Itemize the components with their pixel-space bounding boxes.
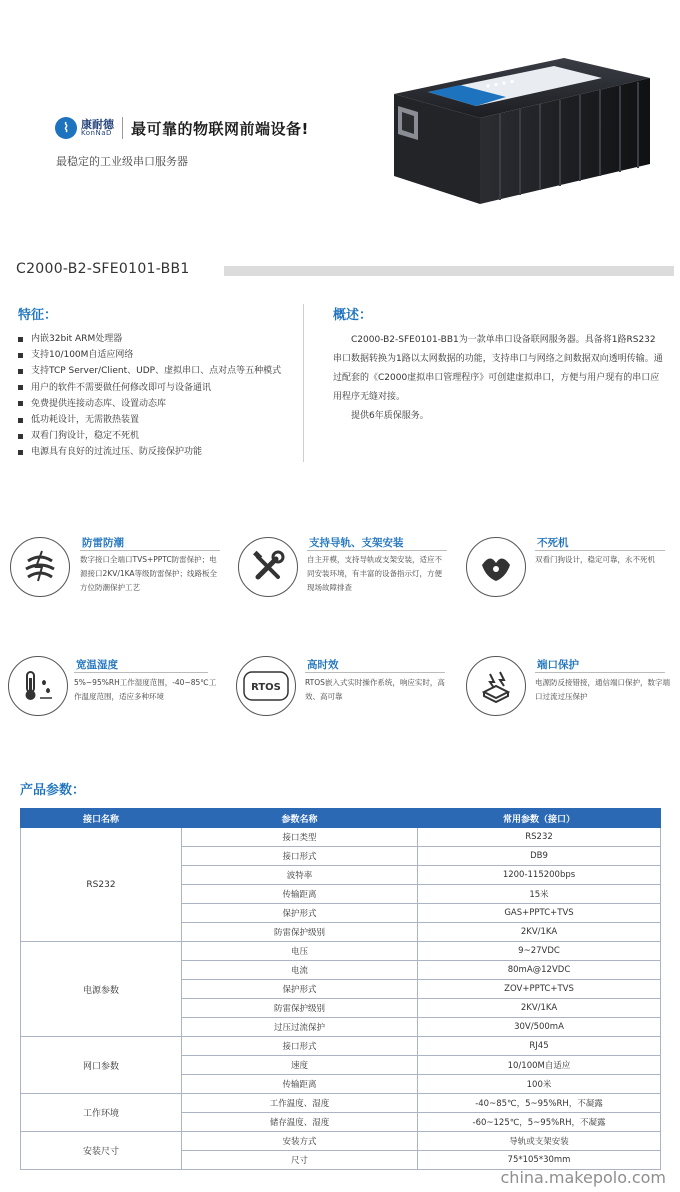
card-title: 支持导轨、支架安装 — [309, 537, 404, 549]
model-number: C2000-B2-SFE0101-BB1 — [16, 261, 190, 277]
param-name: 安装方式 — [182, 1132, 418, 1151]
slogan: 最可靠的物联网前端设备! — [131, 119, 309, 138]
logo-chinese-name: 康耐德 — [81, 118, 114, 131]
column-header: 常用参数（接口） — [418, 809, 661, 828]
param-value: RS232 — [418, 828, 661, 847]
header-banner — [0, 0, 680, 250]
param-value: 100米 — [418, 1075, 661, 1094]
overview-warranty: 提供6年质保服务。 — [351, 411, 429, 421]
group-name: 工作环境 — [21, 1094, 182, 1132]
bullet-icon — [18, 353, 23, 358]
lightning-protection-icon — [10, 537, 70, 597]
param-value: GAS+PPTC+TVS — [418, 904, 661, 923]
card-description: 5%~95%RH工作湿度范围，-40~85℃工作温度范围，适应多种环境 — [74, 678, 217, 701]
param-name: 传输距离 — [182, 885, 418, 904]
bullet-icon — [18, 418, 23, 423]
params-title: 产品参数： — [20, 783, 86, 798]
card-description: RTOS嵌入式实时操作系统，响应实时，高效、高可靠 — [305, 678, 445, 701]
group-name: RS232 — [21, 828, 182, 942]
param-value: 80mA@12VDC — [418, 961, 661, 980]
logo-divider — [122, 117, 123, 139]
tools-icon — [238, 537, 298, 597]
section-divider — [303, 304, 304, 462]
bullet-icon — [18, 385, 23, 390]
overview-title: 概述： — [333, 308, 373, 323]
param-name: 电压 — [182, 942, 418, 961]
bullet-icon — [18, 434, 23, 439]
group-name: 安装尺寸 — [21, 1132, 182, 1170]
feature-item: 支持TCP Server/Client、UDP、虚拟串口、点对点等五种模式 — [18, 363, 281, 379]
param-name: 传输距离 — [182, 1075, 418, 1094]
model-divider-bar — [224, 266, 674, 276]
param-value: 2KV/1KA — [418, 999, 661, 1018]
param-value: 导轨或支架安装 — [418, 1132, 661, 1151]
param-name: 储存温度、湿度 — [182, 1113, 418, 1132]
card-underline — [80, 550, 220, 551]
table-header-row — [21, 809, 661, 828]
card-title: 高时效 — [307, 659, 339, 671]
port-protection-icon — [466, 656, 526, 716]
param-name: 过压过流保护 — [182, 1018, 418, 1037]
card-underline — [305, 672, 445, 673]
rtos-icon — [236, 656, 296, 716]
card-title: 宽温湿度 — [76, 659, 118, 671]
table-row — [21, 828, 661, 847]
param-value: -60~125℃，5~95%RH，不凝露 — [418, 1113, 661, 1132]
feature-item: 免费提供连接动态库、设置动态库 — [18, 396, 281, 412]
svg-text:RTOS: RTOS — [251, 682, 281, 693]
logo-english-name: KonNaD — [81, 129, 112, 137]
param-name: 接口形式 — [182, 1037, 418, 1056]
card-underline — [535, 672, 665, 673]
feature-item: 用户的软件不需要做任何修改即可与设备通讯 — [18, 380, 281, 396]
table-row — [21, 1037, 661, 1056]
group-name: 电源参数 — [21, 942, 182, 1037]
overview-paragraph: C2000-B2-SFE0101-BB1为一款单串口设备联网服务器。具备将1路RS232串口数据转换为1路以太网数据的功能，支持串口与网络之间数据双向透明传输。通过配套的《C2000虚拟串口管理程序》可创建虚拟串口，方便与用户现有的串口应用程序无缝对接。 — [333, 335, 663, 402]
product-device-image — [388, 56, 656, 216]
phoenix-icon — [466, 537, 526, 597]
param-name: 速度 — [182, 1056, 418, 1075]
param-value: ZOV+PPTC+TVS — [418, 980, 661, 999]
bullet-icon — [18, 401, 23, 406]
group-name: 网口参数 — [21, 1037, 182, 1094]
param-value: RJ45 — [418, 1037, 661, 1056]
param-name: 防雷保护级别 — [182, 923, 418, 942]
feature-item: 电源具有良好的过流过压、防反接保护功能 — [18, 444, 281, 460]
param-name: 尺寸 — [182, 1151, 418, 1170]
param-value: -40~85℃，5~95%RH，不凝露 — [418, 1094, 661, 1113]
card-title: 不死机 — [537, 537, 569, 549]
param-value: 75*105*30mm — [418, 1151, 661, 1170]
card-underline — [535, 550, 665, 551]
thermometer-icon — [8, 656, 68, 716]
column-header: 接口名称 — [21, 809, 182, 828]
bullet-icon — [18, 369, 23, 374]
card-title: 端口保护 — [537, 659, 579, 671]
features-list — [18, 331, 281, 461]
param-name: 防雷保护级别 — [182, 999, 418, 1018]
param-value: 10/100M自适应 — [418, 1056, 661, 1075]
feature-item: 低功耗设计，无需散热装置 — [18, 412, 281, 428]
bullet-icon — [18, 450, 23, 455]
card-description: 双看门狗设计，稳定可靠，永不死机 — [535, 555, 655, 564]
param-value: 1200-115200bps — [418, 866, 661, 885]
card-underline — [74, 672, 208, 673]
params-table — [20, 808, 661, 1170]
overview-text — [333, 331, 663, 426]
watermark: china.makepolo.com — [500, 1168, 666, 1187]
param-value: 2KV/1KA — [418, 923, 661, 942]
feature-item: 支持10/100M自适应网络 — [18, 347, 281, 363]
table-row — [21, 1132, 661, 1151]
card-title: 防雷防潮 — [82, 537, 124, 549]
param-name: 保护形式 — [182, 904, 418, 923]
features-title: 特征： — [18, 308, 58, 323]
bullet-icon — [18, 337, 23, 342]
param-name: 接口类型 — [182, 828, 418, 847]
subtitle: 最稳定的工业级串口服务器 — [56, 155, 188, 168]
param-value: DB9 — [418, 847, 661, 866]
card-description: 自主开模，支持导轨或支架安装，适应不同安装环境，有丰富的设备指示灯，方便现场故障排查 — [307, 555, 442, 592]
table-row — [21, 942, 661, 961]
column-header: 参数名称 — [182, 809, 418, 828]
param-name: 接口形式 — [182, 847, 418, 866]
param-name: 保护形式 — [182, 980, 418, 999]
param-name: 电流 — [182, 961, 418, 980]
card-underline — [307, 550, 447, 551]
feature-item: 双看门狗设计，稳定不死机 — [18, 428, 281, 444]
param-value: 15米 — [418, 885, 661, 904]
param-value: 30V/500mA — [418, 1018, 661, 1037]
param-value: 9~27VDC — [418, 942, 661, 961]
konnad-logo-icon: ⌇ — [55, 117, 77, 139]
card-description: 数字接口全端口TVS+PPTC防雷保护；电源接口2KV/1KA等级防雷保护；线路板全方位防潮保护工艺 — [80, 555, 218, 592]
feature-item: 内嵌32bit ARM处理器 — [18, 331, 281, 347]
param-name: 波特率 — [182, 866, 418, 885]
table-row — [21, 1094, 661, 1113]
param-name: 工作温度、湿度 — [182, 1094, 418, 1113]
card-description: 电源防反接错接，通信端口保护，数字端口过流过压保护 — [535, 678, 670, 701]
brand-logo — [55, 117, 309, 139]
